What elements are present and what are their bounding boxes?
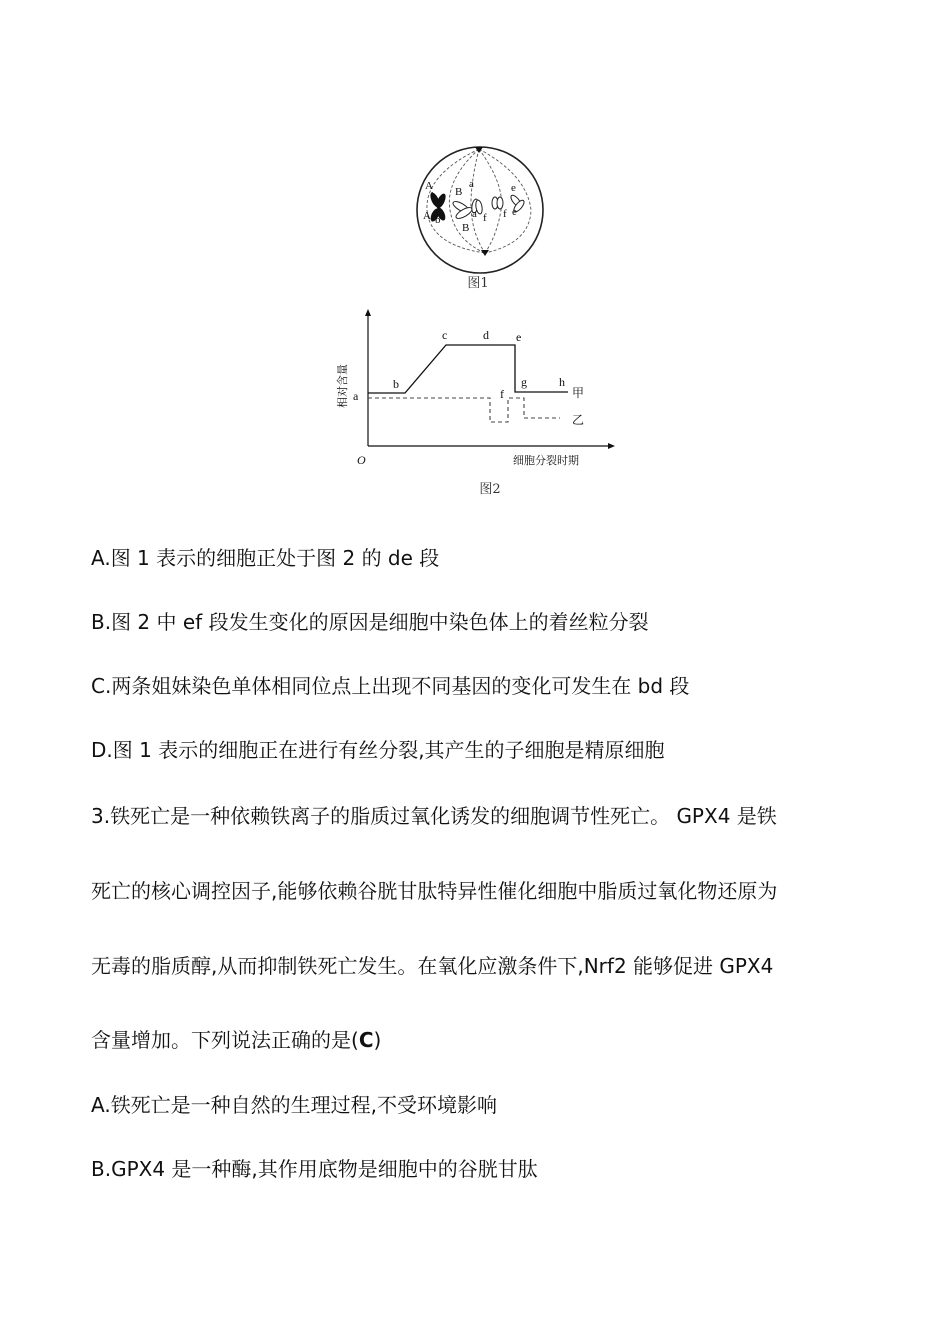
stem-text-end: ) [373,1028,382,1052]
origin-label: O [357,453,366,467]
point-label-h: h [559,375,565,389]
legend-yi: 乙 [572,413,585,427]
point-label-b: b [393,377,399,391]
question3-stem-line3: 无毒的脂质醇,从而抑制铁死亡发生。在氧化应激条件下,Nrf2 能够促进 GPX4 [91,954,774,978]
option-b: B.图 2 中 ef 段发生变化的原因是细胞中染色体上的着丝粒分裂 [91,610,649,634]
stem-text: 含量增加。下列说法正确的是( [91,1028,359,1052]
answer: C [358,1028,374,1052]
ylabel: 相对含量 [336,364,349,408]
question3-stem-line4 [91,1026,381,1054]
question3-stem-line2: 死亡的核心调控因子,能够依赖谷胱甘肽特异性催化细胞中脂质过氧化物还原为 [91,879,778,903]
question3-option-a: A.铁死亡是一种自然的生理过程,不受环境影响 [91,1093,498,1117]
point-label-d: d [483,328,489,342]
chromosome-light-2 [492,194,526,214]
y-axis-arrow [365,309,371,316]
gene-label: f [503,208,507,220]
option-c: C.两条姐妹染色单体相同位点上出现不同基因的变化可发生在 bd 段 [91,674,690,698]
gene-label: A [423,210,431,222]
gene-label: f [483,212,487,224]
gene-label: A [425,180,433,192]
figure2-caption: 图2 [479,482,501,497]
gene-label: b [431,190,437,202]
figure1-caption: 图1 [467,276,489,291]
point-label-a: a [353,389,359,403]
content-graph [328,308,618,478]
gene-label: B [455,186,463,198]
point-label-c: c [442,328,448,342]
option-a: A.图 1 表示的细胞正处于图 2 的 de 段 [91,546,440,570]
gene-label: a [469,178,474,190]
series-yi-line [368,398,560,422]
point-label-e: e [516,330,522,344]
gene-label: B [462,222,470,234]
legend-jia: 甲 [572,386,585,400]
gene-label: e [511,182,516,194]
gene-label: a [472,208,477,220]
point-label-f: f [500,387,504,401]
option-d: D.图 1 表示的细胞正在进行有丝分裂,其产生的子细胞是精原细胞 [91,738,665,762]
cell-division-diagram [405,135,555,285]
gene-label: b [435,214,441,226]
x-axis-arrow [608,443,615,449]
question3-option-b: B.GPX4 是一种酶,其作用底物是细胞中的谷胱甘肽 [91,1157,538,1181]
gene-label: e [512,206,517,218]
xlabel: 细胞分裂时期 [513,454,579,467]
point-label-g: g [521,375,527,389]
question3-stem-line1: 3.铁死亡是一种依赖铁离子的脂质过氧化诱发的细胞调节性死亡。 GPX4 是铁 [91,804,777,828]
chromosome-light-1 [451,199,483,221]
